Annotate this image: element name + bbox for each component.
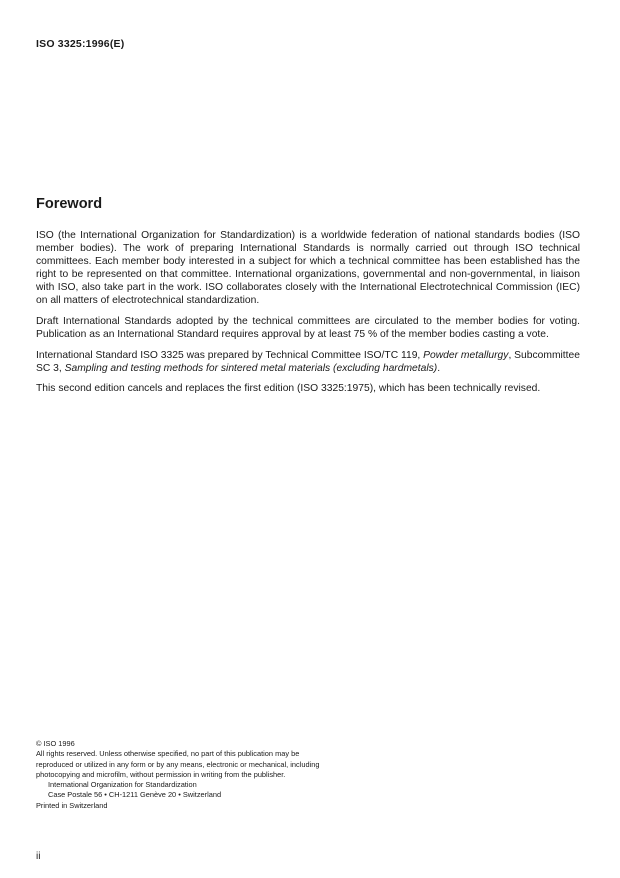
document-id: ISO 3325:1996(E) — [36, 38, 125, 50]
page-title: Foreword — [36, 196, 103, 212]
page-number: ii — [36, 851, 41, 862]
foreword-body — [36, 229, 580, 403]
printed-in: Printed in Switzerland — [36, 800, 108, 810]
paragraph-edition: This second edition cancels and replaces the first edition (ISO 3325:1975), which has been technically revised. — [36, 383, 541, 395]
subcommittee-title: Sampling and testing methods for sintered metal materials (excluding hardmetals) — [64, 362, 438, 374]
copyright-line: © ISO 1996 — [36, 739, 75, 748]
rights-notice: All rights reserved. Unless otherwise specified, no part of this publication may be reproduced or utilized in any form or by any means, electronic or mechanical, including photocopying and microfilm, without permission in writing from the publisher. — [36, 749, 320, 779]
period: . — [437, 362, 441, 374]
committee-title: Powder metallurgy — [423, 349, 509, 361]
subcommittee-text: , Subcommittee SC 3, — [36, 349, 580, 374]
copyright-footer — [36, 739, 336, 811]
org-name: International Organization for Standardization — [48, 780, 197, 790]
org-address: Case Postale 56 • CH-1211 Genève 20 • Switzerland — [48, 790, 222, 800]
paragraph-drafts: Draft International Standards adopted by the technical committees are circulated to the member bodies for voting. Publication as an International Standard requires approval by at least 75 % of the member bodies casting a vote. — [36, 316, 580, 341]
paragraph-prepared-by — [36, 349, 580, 375]
prepared-by-text: International Standard ISO 3325 was prepared by Technical Committee ISO/TC 119, — [36, 349, 424, 361]
paragraph-about-iso: ISO (the International Organization for Standardization) is a worldwide federation of national standards bodies (ISO member bodies). The work of preparing International Standards is normally carried out through ISO technical committees. Each member body interested in a subject for which a technical committee has been established has the right to be represented on that committee. International organizations, governmental and non-governmental, in liaison with ISO, also take part in the work. ISO collaborates closely with the International Electrotechnical Commission (IEC) on all matters of electrotechnical standardization. — [36, 230, 580, 307]
